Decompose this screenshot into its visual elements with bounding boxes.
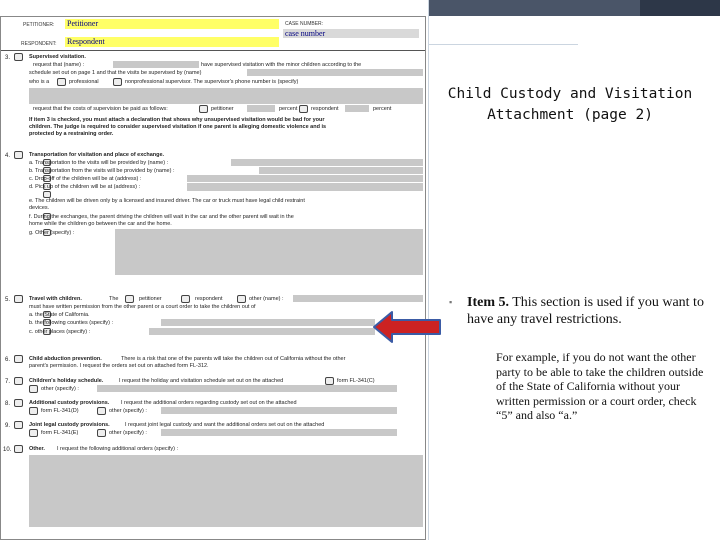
- form-fl341d-checkbox[interactable]: [29, 407, 38, 415]
- section-8-text: I request the additional orders regarding custody set out on the attached: [121, 400, 297, 406]
- custody-other-field[interactable]: [161, 407, 397, 414]
- travel-counties-field[interactable]: [161, 319, 375, 326]
- section-5-number: 5.: [5, 297, 11, 303]
- section-4-item: devices.: [29, 205, 50, 211]
- item-5-heading: Item 5.: [467, 295, 509, 310]
- section-4-item: c. Drop-off of the children will be at (address) :: [29, 176, 142, 182]
- section-10-number: 10.: [3, 447, 12, 453]
- section-10-title: Other.: [29, 446, 45, 452]
- section-8-text: other (specify) :: [109, 408, 147, 414]
- form-fl341e-checkbox[interactable]: [29, 429, 38, 437]
- supervisor-phone-field[interactable]: [29, 88, 423, 104]
- section-7-text: form FL-341(C): [337, 378, 375, 384]
- case-number-label: CASE NUMBER:: [285, 21, 324, 27]
- travel-places-field[interactable]: [149, 328, 375, 335]
- section-6-text: parent's permission. I request the orders set out on attached form FL-312.: [29, 363, 209, 369]
- section-7-title: Children's holiday schedule.: [29, 378, 104, 384]
- section-3-note: If item 3 is checked, you must attach a declaration that shows why unsupervised visitation would be bad for your: [29, 117, 325, 123]
- holiday-other-checkbox[interactable]: [29, 385, 38, 393]
- item-5-example: For example, if you do not want the other party to be able to take the children outside of the State of California without your written permission or a court order, check “5” and also “a.”: [496, 350, 704, 422]
- respondent-field[interactable]: Respondent: [65, 37, 279, 47]
- cost-respondent-checkbox[interactable]: [299, 105, 308, 113]
- petitioner-label: PETITIONER:: [23, 22, 55, 28]
- travel-other-name-field[interactable]: [293, 295, 423, 302]
- section-9-title: Joint legal custody provisions.: [29, 422, 110, 428]
- section-8-text: form FL-341(D): [41, 408, 79, 414]
- professional-checkbox[interactable]: [57, 78, 66, 86]
- section-8-number: 8.: [5, 401, 11, 407]
- section-4-item: e. The children will be driven only by a licensed and insured driver. The car or truck must have legal child restraint: [29, 198, 305, 204]
- pickup-field[interactable]: [187, 183, 423, 191]
- section-7-text: I request the holiday and visitation schedule set out on the attached: [119, 378, 284, 384]
- section-5-text: other (name) :: [249, 296, 284, 302]
- section-4-number: 4.: [5, 153, 11, 159]
- section-6-number: 6.: [5, 357, 11, 363]
- section-9-number: 9.: [5, 423, 11, 429]
- section-4-item: f. During the exchanges, the parent driving the children will wait in the car and the other parent will wait in the: [29, 214, 294, 220]
- petitioner-percent-field[interactable]: [247, 105, 275, 112]
- custody-form-image: [0, 16, 426, 540]
- section-6-title: Child abduction prevention.: [29, 356, 102, 362]
- section-8-title: Additional custody provisions.: [29, 400, 110, 406]
- section-10-text: I request the following additional orders (specify) :: [57, 446, 179, 452]
- section-9-text: I request joint legal custody and want the additional orders set out on the attached: [125, 422, 325, 428]
- section-4-item: g. Other (specify) :: [29, 230, 75, 236]
- section-3-checkbox[interactable]: [14, 53, 23, 61]
- section-5-text: The: [109, 296, 119, 302]
- section-4-title: Transportation for visitation and place of exchange.: [29, 152, 165, 158]
- section-4-checkbox[interactable]: [14, 151, 23, 159]
- item-5-body: This section is used if you want to have any travel restrictions.: [467, 295, 704, 327]
- bullet-icon: ▪: [449, 297, 453, 307]
- custody-other-checkbox[interactable]: [97, 407, 106, 415]
- section-3-text: schedule set out on page 1 and that the visits be supervised by (name): [29, 70, 202, 76]
- section-5-item: a. the State of California.: [29, 312, 90, 318]
- travel-petitioner-checkbox[interactable]: [125, 295, 134, 303]
- section-3-text: percent: [373, 106, 392, 112]
- section-3-text: who is a: [29, 79, 50, 85]
- section-3-title: Supervised visitation.: [29, 54, 86, 60]
- section-5-item: b. the following counties (specify) :: [29, 320, 114, 326]
- section-3-text: petitioner: [211, 106, 234, 112]
- nonprofessional-checkbox[interactable]: [113, 78, 122, 86]
- slide-title-line: Attachment (page 2): [487, 107, 653, 123]
- section-3-text: professional: [69, 79, 99, 85]
- section-4-item: home while the children go between the car and the home.: [29, 221, 172, 227]
- cost-petitioner-checkbox[interactable]: [199, 105, 208, 113]
- section-5-text: must have written permission from the other parent or a court order to take the children out of: [29, 304, 256, 310]
- form-header: [1, 17, 425, 51]
- arrow-left-icon: [372, 309, 442, 345]
- section-7-text: other (specify) :: [41, 386, 79, 392]
- section-4-item: d. Pick up of the children will be at (address) :: [29, 184, 140, 190]
- section-4-item: a. Transportation to the visits will be provided by (name) :: [29, 160, 169, 166]
- section-9-text: other (specify) :: [109, 430, 147, 436]
- section-3-note: children. The judge is required to consider supervised visitation if one parent is alleging domestic violence and is: [29, 124, 327, 130]
- section-10-checkbox[interactable]: [14, 445, 23, 453]
- section-3-text: nonprofessional supervisor. The supervisor's phone number is (specify): [125, 79, 299, 85]
- respondent-percent-field[interactable]: [345, 105, 369, 112]
- licensed-driver-checkbox[interactable]: [43, 191, 51, 198]
- slide-divider-vertical: [428, 0, 429, 540]
- slide-divider-horizontal: [428, 44, 578, 45]
- section-3-text: request that the costs of supervision be paid as follows:: [33, 106, 168, 112]
- joint-other-field[interactable]: [161, 429, 397, 436]
- petitioner-field[interactable]: Petitioner: [65, 19, 279, 29]
- respondent-label: RESPONDENT:: [21, 41, 57, 47]
- supervised-name-field[interactable]: [113, 61, 199, 68]
- form-fl341c-checkbox[interactable]: [325, 377, 334, 385]
- travel-respondent-checkbox[interactable]: [181, 295, 190, 303]
- section-3-number: 3.: [5, 55, 11, 61]
- case-number-field[interactable]: case number: [283, 29, 419, 38]
- section-5-text: respondent: [195, 296, 223, 302]
- item-5-description: [467, 294, 707, 328]
- section-7-number: 7.: [5, 379, 11, 385]
- section-5-title: Travel with children.: [29, 296, 82, 302]
- section-4-item: b. Transportation from the visits will be provided by (name) :: [29, 168, 175, 174]
- supervisor-name-field[interactable]: [247, 69, 423, 76]
- section-6-text: There is a risk that one of the parents will take the children out of California without the other: [121, 356, 346, 362]
- slide-title: [445, 84, 695, 126]
- transport-other-field[interactable]: [115, 229, 423, 275]
- slide-title-line: Child Custody and Visitation: [447, 86, 693, 102]
- section-3-text: respondent: [311, 106, 339, 112]
- dropoff-field[interactable]: [187, 175, 423, 182]
- section-9-text: form FL-341(E): [41, 430, 79, 436]
- slide-top-bar-accent: [640, 0, 720, 16]
- section-5-checkbox[interactable]: [14, 295, 23, 303]
- section-5-item: c. other places (specify) :: [29, 329, 91, 335]
- section-9-checkbox[interactable]: [14, 421, 23, 429]
- transport-to-field[interactable]: [231, 159, 423, 166]
- section-7-checkbox[interactable]: [14, 377, 23, 385]
- section-6-checkbox[interactable]: [14, 355, 23, 363]
- holiday-other-field[interactable]: [97, 385, 397, 392]
- section-8-checkbox[interactable]: [14, 399, 23, 407]
- other-orders-field[interactable]: [29, 455, 423, 527]
- section-5-text: petitioner: [139, 296, 162, 302]
- section-3-text: request that (name) :: [33, 62, 85, 68]
- transport-from-field[interactable]: [259, 167, 423, 174]
- travel-other-checkbox[interactable]: [237, 295, 246, 303]
- section-3-text: have supervised visitation with the minor children according to the: [201, 62, 362, 68]
- section-3-note: protected by a restraining order.: [29, 131, 114, 137]
- joint-other-checkbox[interactable]: [97, 429, 106, 437]
- section-3-text: percent: [279, 106, 298, 112]
